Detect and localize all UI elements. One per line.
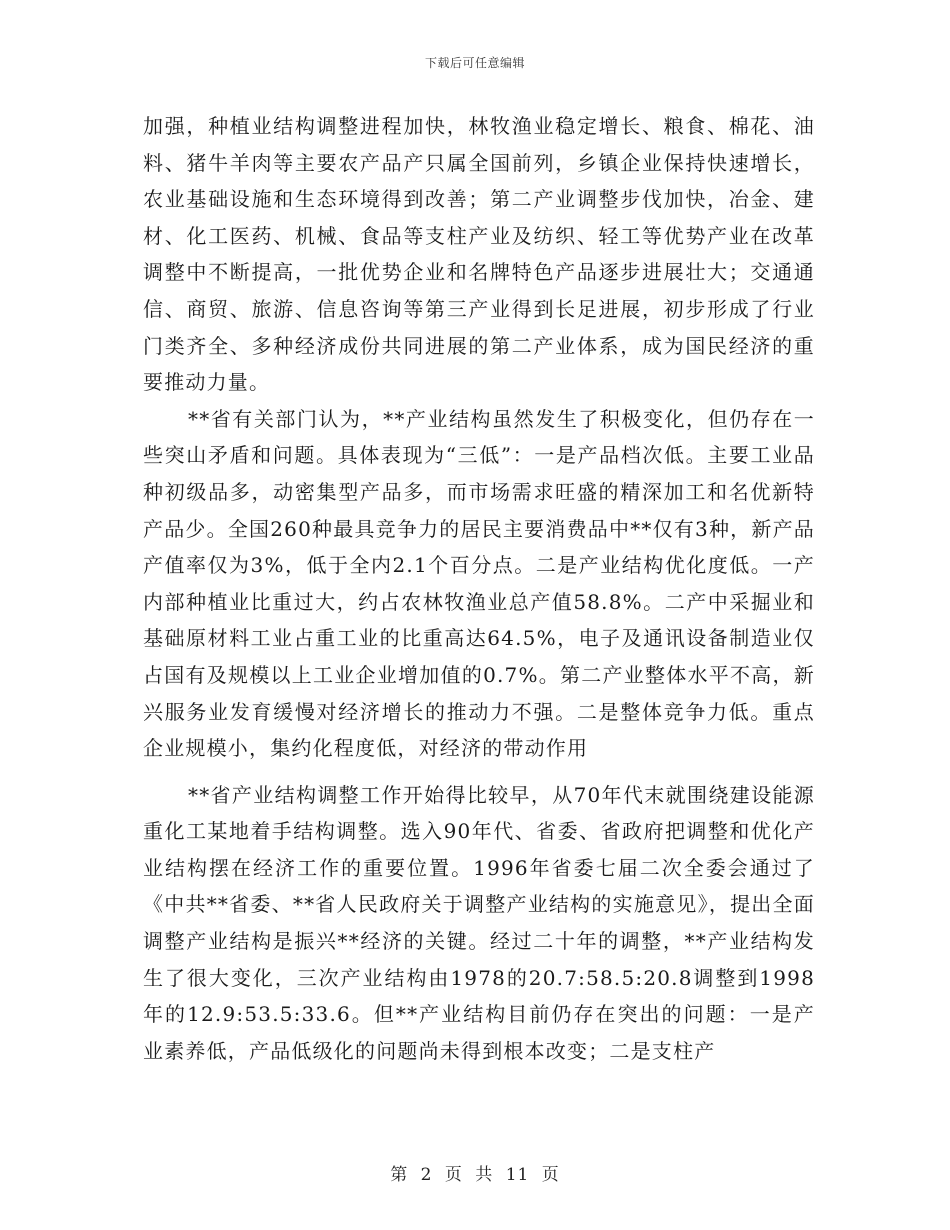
paragraph-continuation: 加强，种植业结构调整进程加快，林牧渔业稳定增长、粮食、棉花、油料、猪牛羊肉等主要农产品产只属全国前列，乡镇企业保持快速增长，农业基础设施和生态环境得到改善；第二产业调整步伐加快，冶金、建材、化工医药、机械、食品等支柱产业及纺织、轻工等优势产业在改革调整中不断提高，一批优势企业和名牌特色产品逐步进展壮大；交通通信、商贸、旅游、信息咨询等第三产业得到长足进展，初步形成了行业门类齐全、多种经济成份共同进展的第二产业体系，成为国民经济的重要推动力量。 (143, 114, 815, 395)
page-header: 下载后可任意编辑 (424, 56, 525, 70)
document-body (143, 108, 815, 1069)
paragraph-three-lows: **省有关部门认为，**产业结构虽然发生了积极变化，但仍存在一些突山矛盾和问题。具体表现为“三低”：一是产品档次低。主要工业品种初级品多，动密集型产品多，而市场需求旺盛的精深加工和名优新特产品少。全国260种最具竞争力的居民主要消费品中**仅有3种，新产品产值率仅为3%，低于全内2.1个百分点。二是产业结构优化度低。一产内部种植业比重过大，约占农林牧渔业总产值58.8%。二产中采掘业和基础原材料工业占重工业的比重高达64.5%，电子及通讯设备制造业仅占国有及规模以上工业企业增加值的0.7%。第二产业整体水平不高，新兴服务业发育缓慢对经济增长的推动力不强。二是整体竞争力低。重点企业规模小，集约化程度低，对经济的带动作用 (143, 406, 815, 761)
page-number-footer: 第 2 页 共 11 页 (390, 1165, 560, 1185)
paragraph-restructuring-history: **省产业结构调整工作开始得比较早，从70年代末就围绕建设能源重化工某地着手结构调整。选入90年代、省委、省政府把调整和优化产业结构摆在经济工作的重要位置。1996年省委七届二次全委会通过了《中共**省委、**省人民政府关于调整产业结构的实施意见》，提出全面调整产业结构是振兴**经济的关键。经过二十年的调整，**产业结构发生了很大变化，三次产业结构由1978的20.7:58.5:20.8调整到1998年的12.9:53.5:33.6。但**产业结构目前仍存在突出的问题：一是产业素养低，产品低级化的问题尚未得到根本改变；二是支柱产 (143, 782, 815, 1063)
